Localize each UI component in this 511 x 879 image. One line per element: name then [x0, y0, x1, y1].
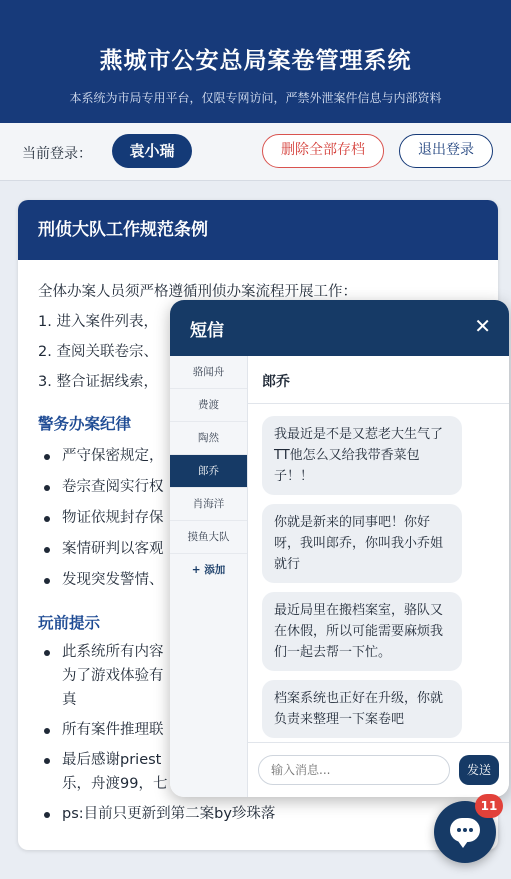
tip-item: 此系统所有内容 为了游戏体验有 真: [38, 640, 488, 712]
discipline-item: 物证依规封存保: [38, 503, 488, 534]
contact-item-active[interactable]: 郎乔: [170, 455, 247, 488]
discipline-section-title: 警务办案纪律: [38, 415, 132, 433]
login-label: 当前登录：: [22, 146, 92, 162]
send-button[interactable]: 发送: [459, 755, 499, 785]
sms-header: [170, 300, 509, 356]
app-header: [0, 0, 511, 123]
message-bubble: 最近局里在搬档案室，骆队又在休假，所以可能需要麻烦我们一起去帮一下忙。: [262, 592, 462, 671]
message-bubble: 我最近是不是又惹老大生气了TT他怎么又给我带香菜包子！！: [262, 416, 462, 495]
tip-item: 所有案件推理联: [38, 718, 488, 742]
chat-bubble-icon: [450, 818, 480, 842]
sms-panel: [170, 300, 509, 797]
contact-list: [170, 356, 248, 797]
message-bubble: 你就是新来的同事吧！你好呀，我叫郎乔，你叫我小乔姐就行: [262, 504, 462, 583]
unread-count-badge: 11: [475, 794, 503, 818]
contact-item[interactable]: 陶然: [170, 422, 247, 455]
discipline-item: 发现突发警情、: [38, 565, 488, 596]
rules-intro: 全体办案人员须严格遵循刑侦办案流程开展工作：: [38, 284, 357, 300]
procedure-step: 3. 整合证据线索，: [38, 374, 158, 390]
contact-item[interactable]: 费渡: [170, 389, 247, 422]
tip-item: 最后感谢priest 乐，舟渡99，七: [38, 748, 488, 796]
chat-header: [248, 356, 509, 404]
message-input-bar: [248, 742, 509, 797]
contact-item[interactable]: 肖海洋: [170, 488, 247, 521]
contact-item[interactable]: 摸鱼大队: [170, 521, 247, 554]
message-input[interactable]: [258, 755, 450, 785]
delete-all-archives-button[interactable]: 删除全部存档: [262, 134, 384, 168]
procedure-step: 2. 查阅关联卷宗、: [38, 344, 158, 360]
procedure-step: 1. 进入案件列表，: [38, 314, 158, 330]
sms-title: 短信: [190, 321, 224, 341]
tip-item: ps:目前只更新到第二案by珍珠落: [38, 802, 488, 826]
message-list[interactable]: [248, 404, 509, 742]
logout-button[interactable]: 退出登录: [399, 134, 493, 168]
message-bubble: 档案系统也正好在升级，你就负责来整理一下案卷吧: [262, 680, 462, 738]
chat-contact-name: 郎乔: [262, 374, 290, 390]
discipline-item: 卷宗查阅实行权: [38, 472, 488, 503]
discipline-item: 严守保密规定，: [38, 441, 488, 472]
current-user-badge: 袁小瑞: [112, 134, 192, 168]
page-title: 燕城市公安总局案卷管理系统: [99, 48, 412, 74]
page-subtitle: 本系统为市局专用平台，仅限专网访问，严禁外泄案件信息与内部资料: [69, 91, 442, 105]
rules-card-title: 刑侦大队工作规范条例: [18, 200, 498, 260]
add-contact-button[interactable]: + 添加: [191, 564, 226, 576]
close-icon[interactable]: ✕: [474, 314, 491, 338]
contact-item[interactable]: 骆闻舟: [170, 356, 247, 389]
discipline-item: 案情研判以客观: [38, 534, 488, 565]
tips-section-title: 玩前提示: [38, 614, 101, 632]
